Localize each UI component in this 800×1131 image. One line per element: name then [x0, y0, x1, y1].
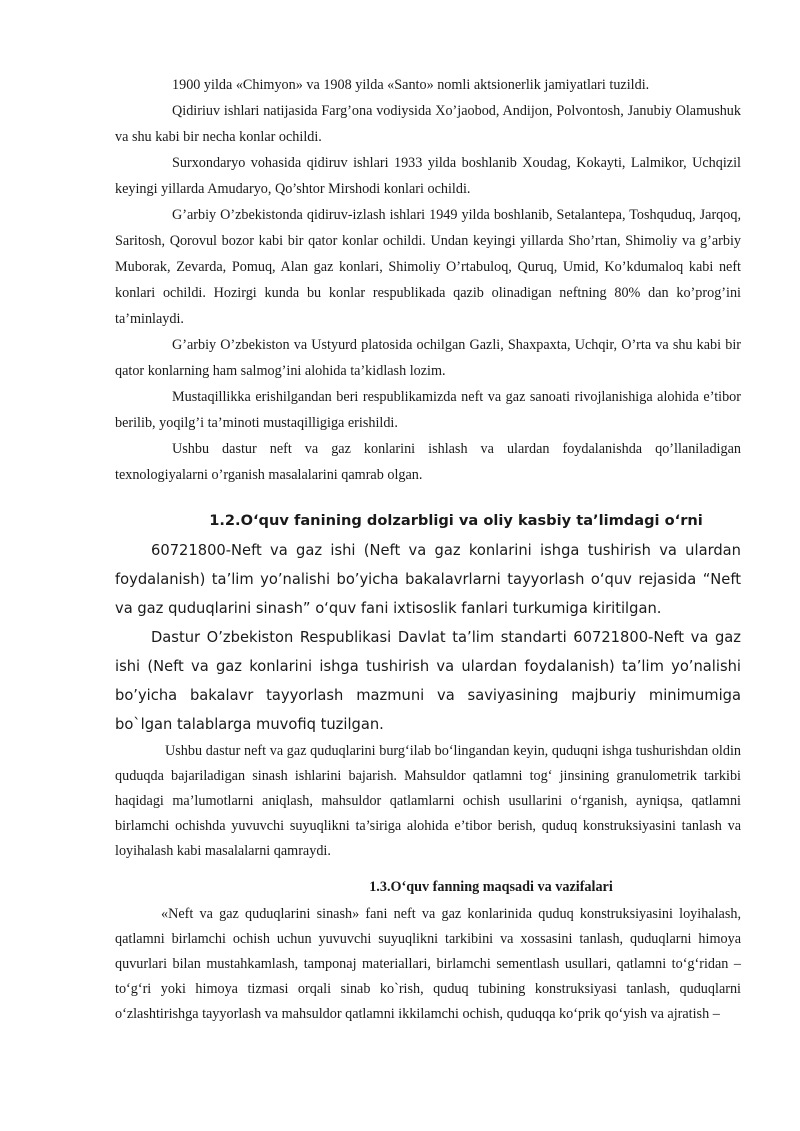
page-content	[115, 72, 741, 1027]
paragraph-surxondaryo: Surxondaryo vohasida qidiruv ishlari 1933 yilda boshlanib Xoudag, Kokayti, Lalmikor, Uchqizil keyingi yillarda Amudaryo, Qo’shtor Mirshodi konlari ochildi.	[115, 155, 741, 197]
paragraph-davlat-standarti: Dastur O’zbekiston Respublikasi Davlat ta’lim standarti 60721800-Neft va gaz ishi (Neft va gaz konlarini ishga tushirish va ulardan foydalanish) ta’lim yo’nalishi bo’yicha bakalavr tayyorlash mazmuni va saviyasining majburiy minimumiga bo`lgan talablarga muvofiq tuzilgan.	[115, 629, 741, 733]
section-heading-1-2: 1.2.O‘quv fanining dolzarbligi va oliy kasbiy ta’limdagi o‘rni	[209, 512, 703, 529]
paragraph-fargona-konlari: Qidiriuv ishlari natijasida Farg’ona vodiysida Xo’jaobod, Andijon, Polvontosh, Janubiy Olamushuk va shu kabi bir necha konlar ochildi.	[115, 103, 741, 145]
paragraph-mustaqillik: Mustaqillikka erishilgandan beri respublikamizda neft va gaz sanoati rivojlanishiga alohida e’tibor berilib, yoqilg’i ta’minoti mustaqilligiga erishildi.	[115, 389, 741, 431]
paragraph-aktsionerlik: 1900 yilda «Chimyon» va 1908 yilda «Santo» nomli aktsionerlik jamiyatlari tuzildi.	[172, 77, 650, 93]
paragraph-sinash-ishlari: Ushbu dastur neft va gaz quduqlarini burg‘ilab bo‘lingandan keyin, quduqni ishga tushurishdan oldin quduqda bajariladigan sinash ishlarini bajarish. Mahsuldor qatlamni tog‘ jinsining granulometrik tarkibi haqidagi ma’lumotlarni aniqlash, mahsuldor qatlamlarni ochish usullarini o‘rganish, ayniqsa, qatlamni birlamchi ochishda yuvuvchi suyuqlikni ta’siriga alohida e’tibor berish, quduq konstruksiyasini tanlash va loyihalash kabi masalalarni qamraydi.	[115, 743, 741, 859]
paragraph-fan-maqsadi: «Neft va gaz quduqlarini sinash» fani neft va gaz konlarinida quduq konstruksiyasini loyihalash, qatlamni birlamchi ochish uchun yuvuvchi suyuqlikni tarkibini va xossasini tanlash, quduqlarni himoya quvurlari bilan mustahkamlash, tamponaj materiallari, birlamchi sementlash usullari, qatlamni to‘g‘ridan – to‘g‘ri yoki himoya tizmasi orqali sinab ko`rish, quduq tubining konstruksiyasi tanlash, quduqlarni o‘zlashtirishga tayyorlash va mahsuldor qatlamni ikkilamchi ochish, quduqqa ko‘prik qo‘yish va ajratish –	[115, 906, 741, 1022]
paragraph-talim-yonalishi: 60721800-Neft va gaz ishi (Neft va gaz konlarini ishga tushirish va ulardan foydalanish) ta’lim yo’nalishi bo’yicha bakalavrlarni tayyorlash o‘quv rejasida “Neft va gaz quduqlarini sinash” o‘quv fani ixtisoslik fanlari turkumiga kiritilgan.	[115, 542, 741, 617]
section-heading-1-3: 1.3.O‘quv fanning maqsadi va vazifalari	[369, 879, 613, 895]
paragraph-dastur-qamrab: Ushbu dastur neft va gaz konlarini ishlash va ulardan foydalanishda qo’llaniladigan texnologiyalarni o’rganish masalalarini qamrab olgan.	[115, 441, 741, 483]
paragraph-ustyurd: G’arbiy O’zbekiston va Ustyurd platosida ochilgan Gazli, Shaxpaxta, Uchqir, O’rta va shu kabi bir qator konlarning ham salmog’ini alohida ta’kidlash lozim.	[115, 337, 741, 379]
paragraph-garbiy-ozbekiston: G’arbiy O’zbekistonda qidiruv-izlash ishlari 1949 yilda boshlanib, Setalantepa, Toshquduq, Jarqoq, Saritosh, Qorovul bozor kabi bir qator konlar ochildi. Undan keyingi yillarda Sho’rtan, Shimoliy va g’arbiy Muborak, Zevarda, Pomuq, Alan gaz konlari, Shimoliy O’rtabuloq, Quruq, Umid, Ko’kdumaloq kabi neft konlari ochildi. Hozirgi kunda bu konlar respublikada qazib olinadigan neftning 80% dan ko’prog’ini ta’minlaydi.	[115, 207, 741, 327]
